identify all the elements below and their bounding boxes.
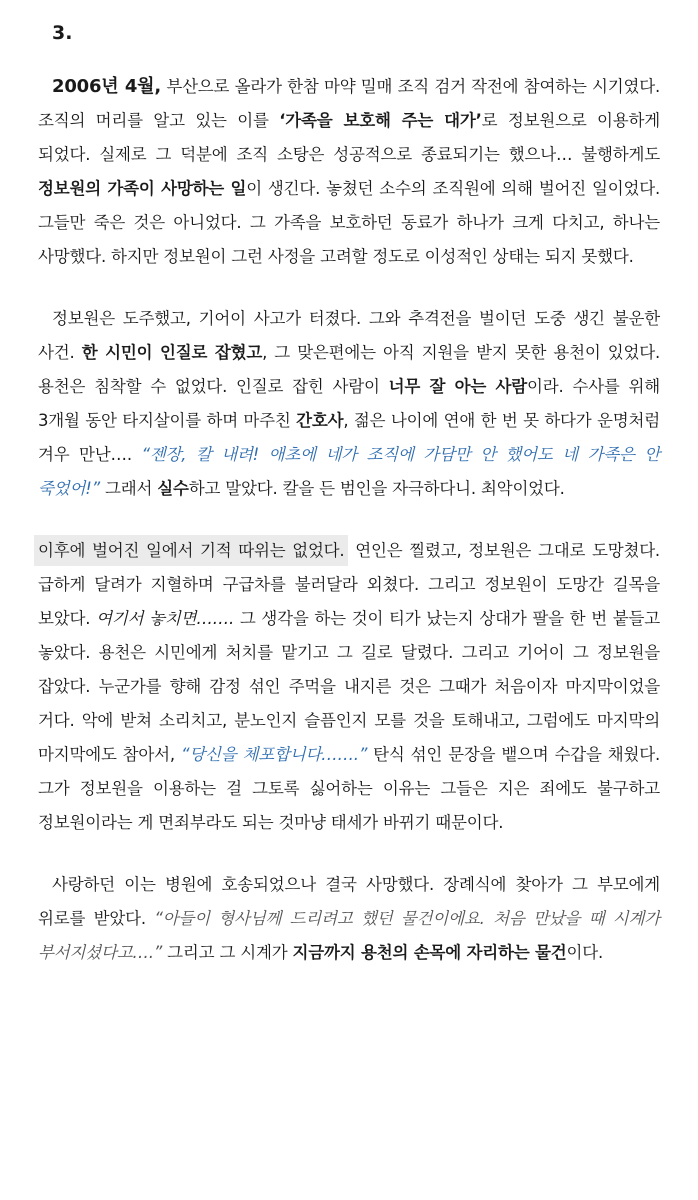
bold-phrase: 실수 [157,479,189,498]
text-run: 사랑하던 이는 병원에 호송되었으나 결국 사망했다. 장례식에 찾아가 그 부모에게 위로를 받았다. [38,875,660,928]
text-run: 로 정보원으로 이용하게 되었다. 실제로 그 덕분에 조직 소탕은 성공적으로 종료되기는 했으나… 불행하게도 [38,111,660,164]
text-run: , 젊은 나이에 연애 한 번 못 하다가 운명처럼 겨우 만난…. [38,411,660,464]
bold-phrase: 한 시민이 인질로 잡혔고 [81,343,263,362]
bold-phrase: ‘가족을 보호해 주는 대가’ [279,111,482,130]
text-run: 정보원은 도주했고, 기어이 사고가 터졌다. 그와 추격전을 벌이던 도중 생긴 불운한 사건. [38,309,660,362]
text-run: 그리고 그 시계가 [162,943,293,962]
section-number: 3. [52,22,73,44]
paragraph-1 [38,70,660,274]
text-run: 이라. 수사를 위해 3개월 동안 타지살이를 하며 마주친 [38,377,660,430]
text-run: 그 생각을 하는 것이 티가 났는지 상대가 팔을 한 번 붙들고 놓았다. 용천은 시민에게 처치를 맡기고 그 길로 달렸다. 그리고 기어이 그 정보원을 잡았다. 누군가를 향해 감정 섞인 주먹을 내지른 것은 그때가 처음이자 마지막이었을 거다. 악에 받쳐 소리치고, 분노인지 슬픔인지 모를 것을 토해내고, 그럼에도 마지막의 마지막에도 참아서, [38,609,661,764]
text-run: 이다. [566,943,604,962]
text-run: 부산으로 올라가 한참 마약 밀매 조직 검거 작전에 참여하는 시기였다. 조직의 머리를 알고 있는 이를 [38,77,661,130]
bold-phrase: 간호사 [296,411,344,430]
paragraph-3 [38,534,660,840]
bold-phrase: 정보원의 가족이 사망하는 일 [38,179,247,198]
text-run: , 그 맞은편에는 아직 지원을 받지 못한 용천이 있었다. 용천은 침착할 수 없었다. 인질로 잡힌 사람이 [38,343,660,396]
dialogue-quote: “당신을 체포합니다…….” [180,745,368,764]
highlighted-sentence: 이후에 벌어진 일에서 기적 따위는 없었다. [34,535,348,566]
dialogue-quote: “젠장, 칼 내려! 애초에 네가 조직에 가담만 안 했어도 네 가족은 안 죽었어!” [38,445,661,498]
italic-thought: 여기서 놓치면……. [96,609,234,628]
text-run: 이 생긴다. 놓쳤던 소수의 조직원에 의해 벌어진 일이었다. 그들만 죽은 것은 아니었다. 그 가족을 보호하던 동료가 하나가 크게 다치고, 하나는 사망했다. 하지만 정보원이 그런 사정을 고려할 정도로 이성적인 상태는 되지 못했다. [38,179,660,266]
bold-phrase: 지금까지 용천의 손목에 자리하는 물건 [292,943,567,962]
dialogue-quote: “아들이 형사님께 드리려고 했던 물건이에요. 처음 만났을 때 시계가 부서지셨다고….” [38,909,660,962]
text-run: 탄식 섞인 문장을 뱉으며 수갑을 채웠다. 그가 정보원을 이용하는 걸 그토록 싫어하는 이유는 그들은 지은 죄에도 불구하고 정보원이라는 게 면죄부라도 되는 것마냥 태세가 바뀌기 때문이다. [38,745,660,832]
date-bold: 2006년 4월, [52,76,161,97]
paragraph-4 [38,868,660,970]
text-run: 연인은 찔렸고, 정보원은 그대로 도망쳤다. 급하게 달려가 지혈하며 구급차를 불러달라 외쳤다. 그리고 정보원이 도망간 길목을 보았다. [38,541,660,628]
paragraph-2 [38,302,660,506]
text-run: 그래서 [99,479,158,498]
text-run: 하고 말았다. 칼을 든 범인을 자극하다니. 최악이었다. [188,479,565,498]
bold-phrase: 너무 잘 아는 사람 [388,377,527,396]
